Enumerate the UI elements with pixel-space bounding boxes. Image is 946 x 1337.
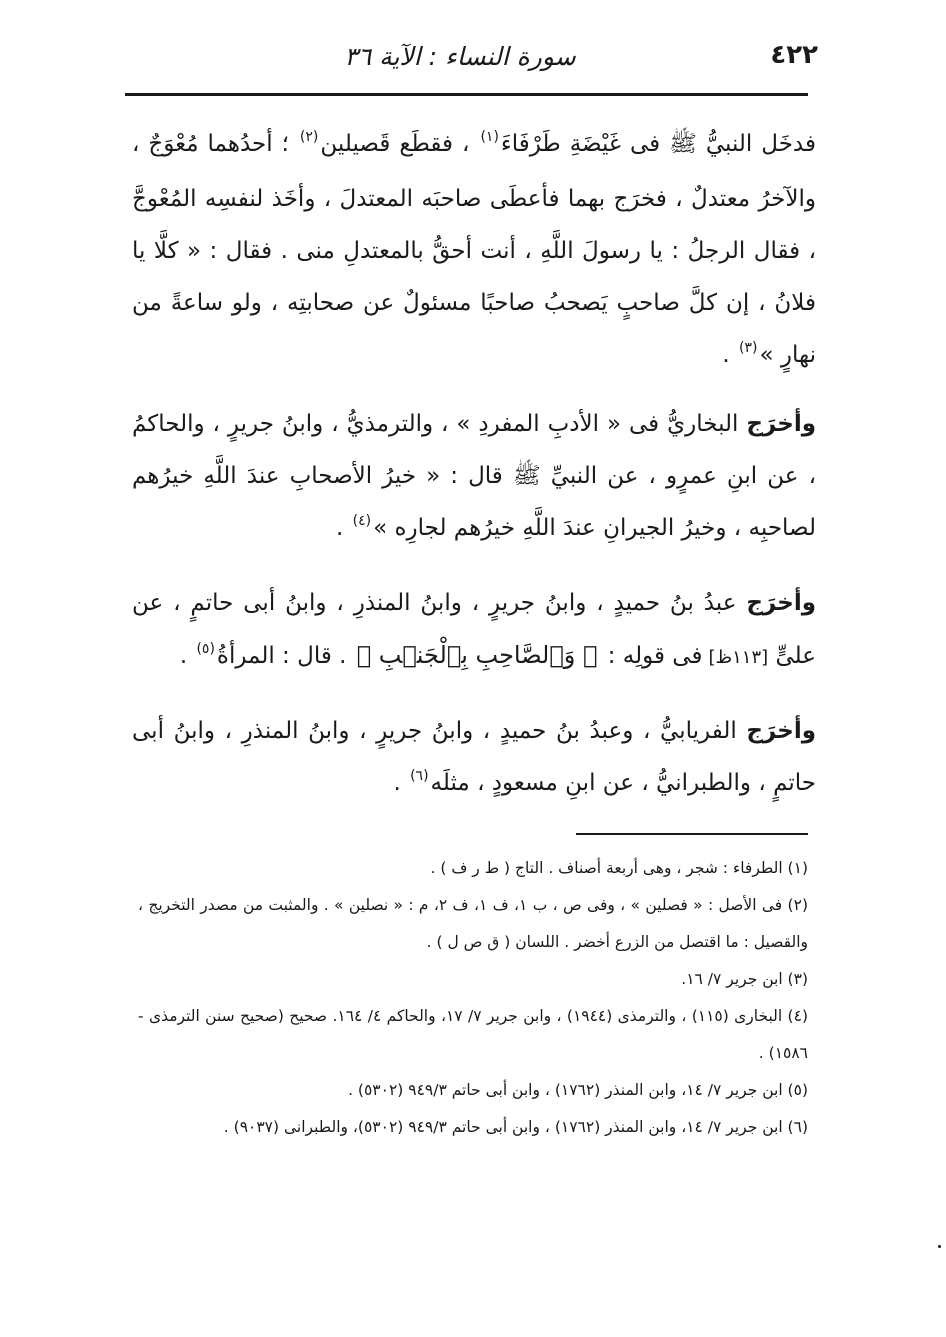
text-run: عبدُ بنُ حميدٍ ، وابنُ جريرٍ ، وابنُ المنذرِ ، وابنُ أبى حاتمٍ ، عن علىٍّ [132,590,816,669]
paragraph [132,398,816,557]
footnote: (٥) ابن جرير ٧/ ١٤، وابن المنذر (١٧٦٢) ، وابن أبى حاتم ٩٤٩/٣ (٥٣٠٢) . [348,1081,808,1099]
footnote: (٢) فى الأصل : « فصلين » ، وفى ص ، ب ١، ف ١، ف ٢، م : « نصلين » . والمثبت من مصدر التخريج ، والقصيل : ما اقتصل من الزرع أخضر . اللسان ( ق ص ل ) . [138,896,808,951]
footnote: (٣) ابن جرير ٧/ ١٦. [681,970,808,988]
paragraph-lead-word: وأخرَج [746,718,816,744]
text-run: . [179,643,195,669]
text-run: . قال : المرأةُ [216,643,354,669]
page-number: ٤٢٢ [770,40,818,70]
footnote: (١) الطرفاء : شجر ، وهى أربعة أصناف . التاج ( ط ر ف ) . [430,859,808,877]
footnote-separator [576,833,808,835]
footnote: (٤) البخارى (١١٥) ، والترمذى (١٩٤٤) ، وابن جرير ٧/ ١٧، والحاكم ٤/ ١٦٤. صحيح (صحيح سنن الترمذى - ١٥٨٦) . [138,1007,808,1062]
text-run: فدخَل النبيُّ ﷺ فى غَيْضَةِ طَرْفَاءَ [500,131,816,157]
footnote-marker: (٦) [410,768,429,784]
paragraph [132,577,816,685]
text-run: ، فقطَع قَصيلين [320,131,479,157]
paragraph [132,118,816,384]
manuscript-folio-ref: [١١٣ظ] [708,647,769,668]
text-run: فى قولِه : [600,643,703,669]
text-run: البخاريُّ فى « الأدبِ المفردِ » ، والترمذيُّ ، وابنُ جريرٍ ، والحاكمُ ، عن ابنِ عمرٍو ، عن النبيِّ ﷺ قال : « خيرُ الأصحابِ عندَ اللَّهِ خيرُهم لصاحبِه ، وخيرُ الجيرانِ عندَ اللَّهِ خيرُهم لجارِه » [132,411,816,541]
text-run: الفريابيُّ ، وعبدُ بنُ حميدٍ ، وابنُ جريرٍ ، وابنُ المنذرِ ، وابنُ أبى حاتمٍ ، والطبرانيُّ ، عن ابنِ مسعودٍ ، مثلَه [132,718,816,796]
quran-quote: ﴿ وَٱلصَّاحِبِ بِٱلْجَنۢبِ ﴾ [356,641,598,669]
footnote-marker: (٤) [352,513,372,529]
footnotes [138,850,808,1146]
header-rule [125,93,808,96]
paragraph-lead-word: وأخرَج [746,411,816,437]
paragraph [132,705,816,812]
text-run: . [335,515,351,541]
scan-speck [938,1245,941,1248]
text-run: . [393,770,409,796]
text-run: . [722,342,738,368]
main-text [132,118,816,832]
footnote-marker: (٣) [739,340,758,356]
footnote-marker: (٥) [196,641,215,657]
footnote: (٦) ابن جرير ٧/ ١٤، وابن المنذر (١٧٦٢) ، وابن أبى حاتم ٩٤٩/٣ (٥٣٠٢)، والطبرانى (٩٠٣٧) . [223,1118,808,1136]
paragraph-lead-word: وأخرَج [746,590,816,616]
footnote-marker: (٢) [299,129,319,145]
text-run: ؛ أحدُهما مُعْوَجٌ ، والآخرُ معتدلٌ ، فخرَج بهما فأعطَى صاحبَه المعتدلَ ، وأخَذ لنفسِه المُعْوجَّ ، فقال الرجلُ : يا رسولَ اللَّهِ ، أنت أحقُّ بالمعتدلِ منى . فقال : « كلَّا يا فلانُ ، إن كلَّ صاحبٍ يَصحبُ صاحبًا مسئولٌ عن صحابتِه ، ولو ساعةً من نهارٍ » [132,131,816,368]
running-header-title: سورة النساء : الآية ٣٦ [344,42,576,71]
footnote-marker: (١) [480,129,499,145]
